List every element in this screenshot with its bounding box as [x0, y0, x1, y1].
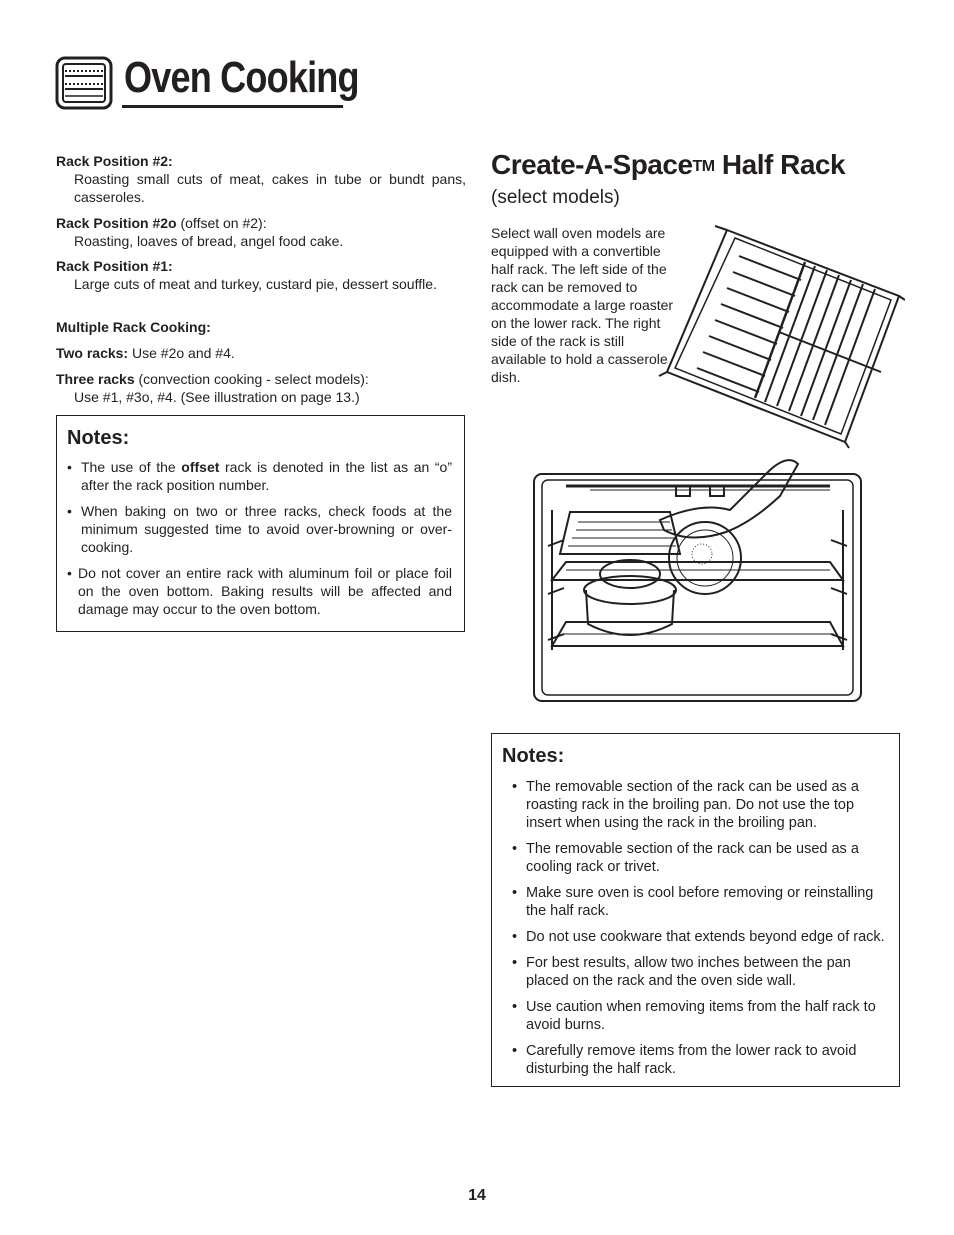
- list-item: • Use caution when removing items from the half rack to avoid burns.: [512, 999, 876, 1033]
- bullet-icon: •: [512, 779, 518, 795]
- bullet-icon: •: [512, 885, 518, 901]
- rack-position-2o: [56, 214, 466, 250]
- section-title: Create-A-Space™ Half Rack: [491, 149, 846, 180]
- section-subtitle: (select models): [491, 187, 620, 208]
- three-racks-text2: Use #1, #3o, #4. (See illustration on page 13.): [74, 389, 360, 405]
- notes-box-2: [491, 733, 900, 1087]
- list-item: • Do not cover an entire rack with aluminum foil or place foil on the oven bottom. Baking results will be affected and damage may occur to the oven bottom.: [67, 565, 452, 617]
- rack-position-2-label: Rack Position #2:: [56, 153, 173, 169]
- two-racks-label: Two racks:: [56, 345, 129, 361]
- bullet-icon: •: [512, 1043, 518, 1059]
- list-item: • The removable section of the rack can be used as a cooling rack or trivet.: [512, 841, 859, 875]
- rack-position-2: [56, 152, 466, 206]
- list-item: • The removable section of the rack can be used as a roasting rack in the broiling pan. Do not use the top insert when using the rack in the broiling pan.: [512, 779, 859, 831]
- list-item: • When baking on two or three racks, check foods at the minimum suggested time to avoid over-browning or over-cooking.: [67, 503, 452, 555]
- list-item: • Do not use cookware that extends beyond edge of rack.: [512, 929, 885, 945]
- page-title: Oven Cooking: [124, 53, 359, 102]
- bullet-icon: •: [67, 503, 72, 519]
- page-number: 14: [468, 1187, 486, 1204]
- list-item: • For best results, allow two inches between the pan placed on the rack and the oven side wall.: [512, 955, 851, 989]
- notes-box-1: [56, 415, 465, 632]
- multiple-rack-heading: Multiple Rack Cooking:: [56, 319, 211, 335]
- rack-position-2o-suffix: (offset on #2):: [176, 215, 267, 231]
- three-racks-label: Three racks: [56, 371, 135, 387]
- title-underline: [122, 105, 343, 108]
- bullet-icon: •: [67, 459, 72, 475]
- rack-position-1-text: Large cuts of meat and turkey, custard pie, dessert souffle.: [74, 276, 437, 292]
- rack-position-1: [56, 257, 466, 293]
- bullet-icon: •: [512, 999, 518, 1015]
- oven-interior-illustration: [530, 450, 865, 705]
- notes-title-2: Notes:: [502, 745, 565, 767]
- two-racks-text: Use #2o and #4.: [128, 345, 235, 361]
- three-racks: [56, 370, 466, 406]
- two-racks: [56, 344, 466, 362]
- offset-word: offset: [181, 459, 220, 475]
- half-rack-illustration: [655, 222, 905, 450]
- bullet-icon: •: [512, 841, 518, 857]
- notes-list-2: [502, 778, 887, 1078]
- rack-position-2o-label: Rack Position #2o: [56, 215, 177, 231]
- list-item: • Make sure oven is cool before removing or reinstalling the half rack.: [512, 885, 874, 919]
- bullet-icon: •: [512, 955, 518, 971]
- three-racks-text: (convection cooking - select models):: [134, 371, 369, 387]
- oven-icon: [55, 56, 113, 112]
- trademark: TM: [692, 158, 715, 175]
- bullet-icon: •: [67, 565, 72, 581]
- list-item: • The use of the offset rack is denoted in the list as an “o” after the rack position number.: [67, 459, 452, 493]
- notes-title-1: Notes:: [67, 427, 130, 449]
- rack-position-2-text: Roasting small cuts of meat, cakes in tube or bundt pans, casseroles.: [74, 171, 466, 205]
- list-item: • Carefully remove items from the lower rack to avoid disturbing the half rack.: [512, 1043, 857, 1077]
- rack-position-2o-text: Roasting, loaves of bread, angel food cake.: [74, 233, 344, 249]
- bullet-icon: •: [512, 929, 518, 945]
- rack-position-1-label: Rack Position #1:: [56, 258, 173, 274]
- section-paragraph: Select wall oven models are equipped with a convertible half rack. The left side of the rack can be removed to accommodate a large roaster on the lower rack. The right side of the rack is still available to hold a casserole dish.: [491, 225, 674, 385]
